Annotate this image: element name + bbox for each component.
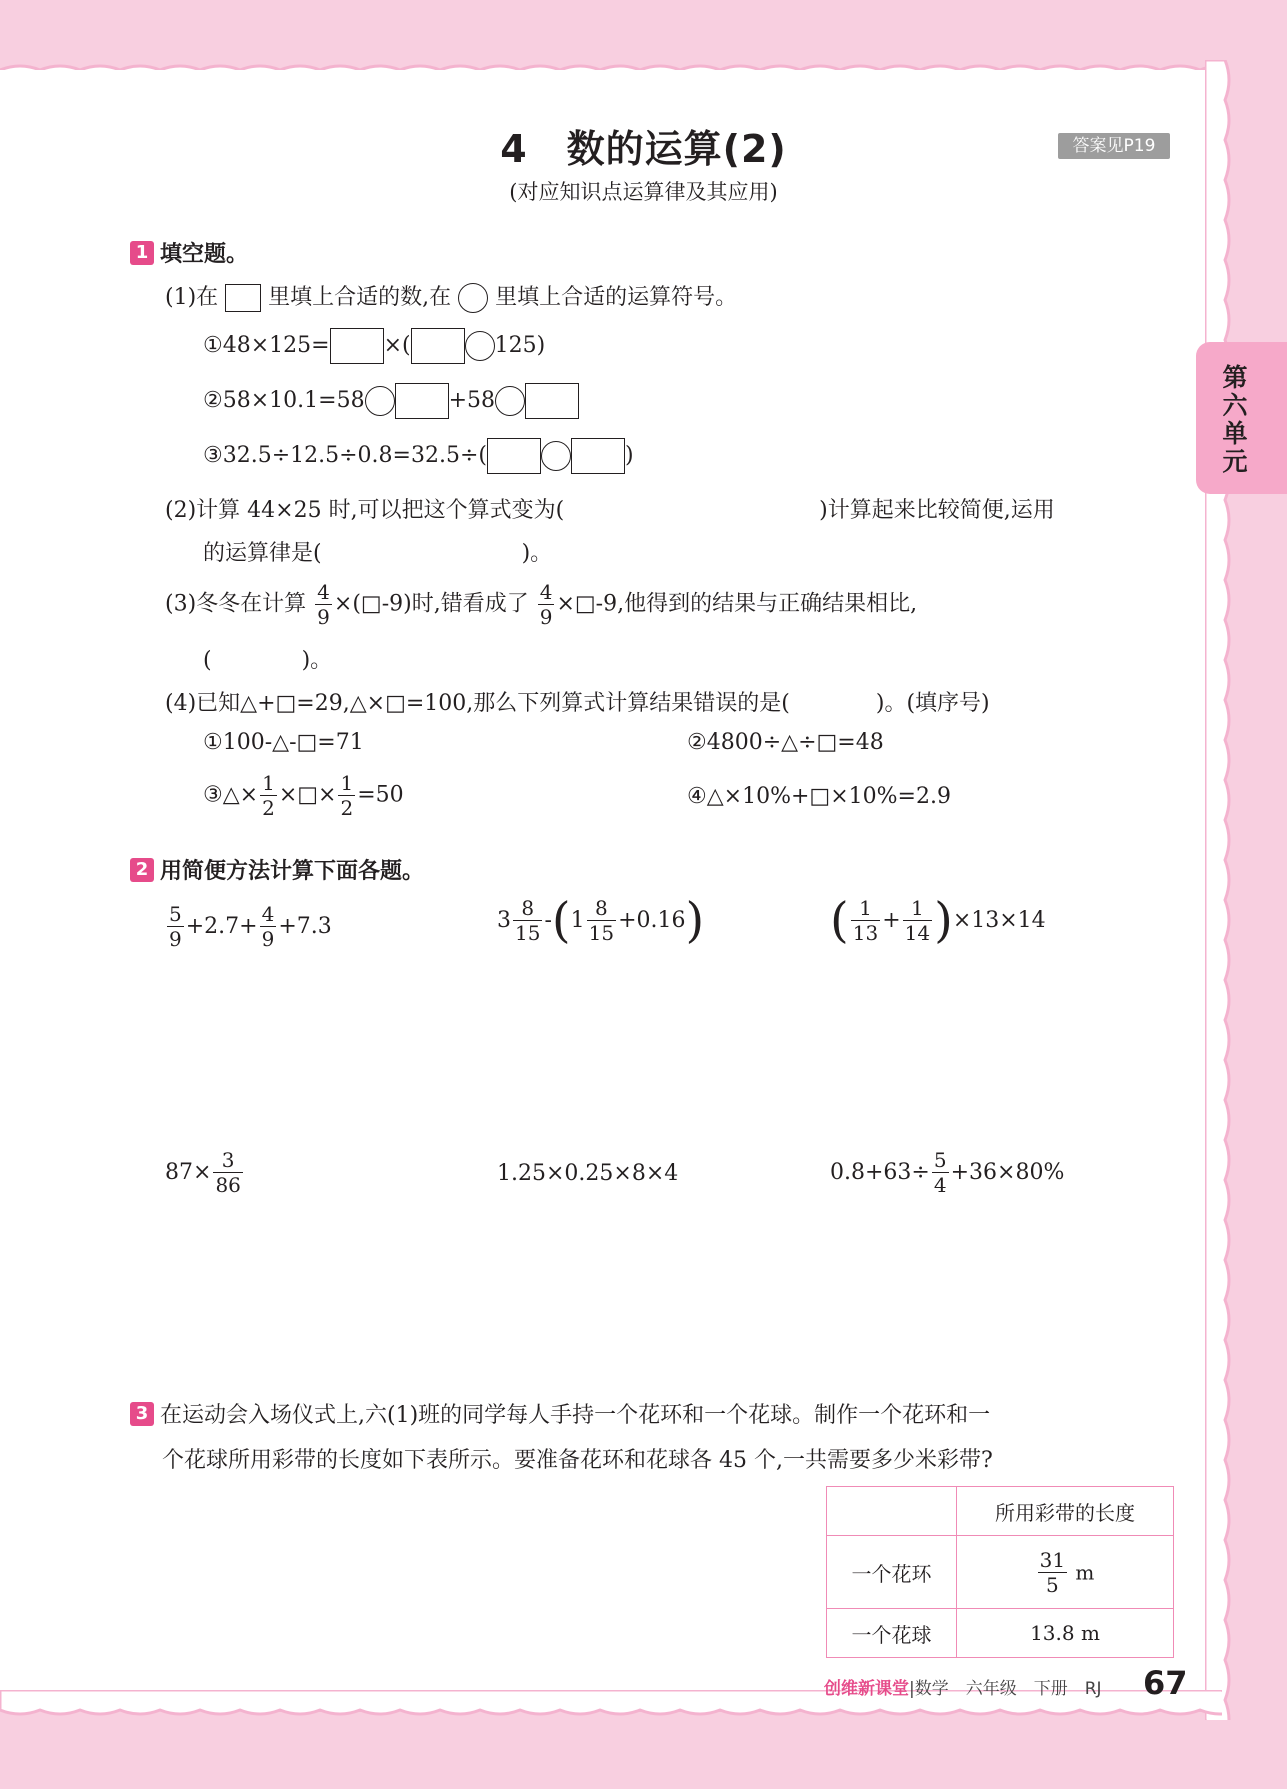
fraction-denominator: 9 — [539, 605, 553, 629]
unit-side-tab — [1196, 342, 1287, 494]
answer-box[interactable] — [395, 383, 449, 419]
mixed-whole: 1 — [570, 908, 585, 933]
fraction — [260, 902, 277, 951]
q4-option-1: ①100-△-□=71 — [203, 730, 364, 755]
q1-item-1-text-c: 125) — [494, 333, 546, 358]
fraction — [315, 580, 332, 629]
fraction-denominator: 4 — [933, 1173, 947, 1197]
q1-text-a: (1)在 — [165, 285, 219, 310]
q1-item-2 — [203, 383, 579, 419]
fraction-numerator: 31 — [1039, 1547, 1066, 1572]
fraction-numerator: 1 — [851, 896, 880, 921]
fraction-denominator: 14 — [904, 921, 931, 945]
footer-book-info: 数学 六年级 下册 RJ — [914, 1679, 1102, 1699]
expr-text: - — [544, 908, 552, 933]
answer-box[interactable] — [411, 328, 465, 364]
fraction — [338, 771, 355, 820]
fraction — [851, 896, 880, 945]
answer-box[interactable] — [525, 383, 579, 419]
q1-item-2-text-b: +58 — [448, 388, 495, 413]
fraction-numerator: 5 — [169, 902, 182, 926]
expr-text: +2.7+ — [185, 914, 258, 939]
q4-option-4: ④△×10%+□×10%=2.9 — [687, 784, 951, 809]
calc-expression-2 — [497, 892, 705, 949]
answer-box[interactable] — [330, 328, 384, 364]
q4-text-b: )。(填序号) — [875, 691, 990, 716]
fraction — [587, 896, 616, 945]
fraction-denominator: 86 — [215, 1173, 241, 1197]
table-header: 所用彩带的长度 — [957, 1487, 1174, 1536]
page-number: 67 — [1143, 1664, 1188, 1702]
table-row — [827, 1487, 1174, 1536]
fraction-numerator: 3 — [213, 1148, 242, 1173]
q1-item-2-text: ②58×10.1=58 — [203, 388, 365, 413]
page-subtitle: (对应知识点运算律及其应用) — [509, 180, 778, 204]
table-cell-value: 13.8 m — [957, 1609, 1174, 1658]
q4-option-3-text-b: ×□× — [278, 782, 337, 808]
answer-circle[interactable] — [541, 441, 571, 471]
q1-instruction — [165, 280, 737, 313]
left-paren: ( — [830, 892, 849, 949]
fraction — [260, 771, 277, 820]
answer-circle-sample — [458, 283, 488, 313]
table-row-label: 一个花环 — [827, 1536, 957, 1609]
q4-option-3-text-a: ③△× — [203, 782, 259, 808]
fraction — [167, 902, 184, 951]
q3-text-d: ( — [203, 648, 212, 673]
q1-item-3 — [203, 438, 634, 474]
left-paren: ( — [551, 892, 571, 949]
fraction-denominator: 2 — [340, 796, 354, 820]
q3-text-e: )。 — [301, 648, 333, 673]
q2-line-1 — [165, 493, 1055, 524]
fraction-numerator: 4 — [317, 580, 330, 604]
right-wave-border — [1205, 60, 1245, 1720]
q1-item-3-text-b: ) — [624, 443, 634, 468]
section-3-problem — [130, 1398, 990, 1429]
q1-text-b: 里填上合适的数,在 — [268, 285, 452, 310]
section-2-heading — [130, 854, 424, 885]
calc-expression-1 — [165, 902, 332, 951]
fraction-denominator: 5 — [1045, 1572, 1059, 1597]
fraction-numerator: 1 — [262, 771, 275, 795]
q2-text-d: )。 — [521, 541, 553, 566]
footer — [824, 1674, 1102, 1699]
q2-text-c: 的运算律是( — [203, 541, 322, 566]
table-cell-empty — [827, 1487, 957, 1536]
calc-expression-6 — [830, 1148, 1064, 1197]
q2-text-b: )计算起来比较简便,运用 — [819, 498, 1055, 523]
fraction — [538, 580, 555, 629]
answer-box[interactable] — [571, 438, 625, 474]
section-number-badge: 1 — [130, 241, 154, 265]
expr-text: 0.8+63÷ — [830, 1160, 930, 1185]
right-paren: ) — [685, 892, 705, 949]
q1-text-c: 里填上合适的运算符号。 — [495, 285, 738, 310]
fraction-denominator: 15 — [515, 921, 541, 945]
fraction — [903, 896, 932, 945]
q3-text-b: ×(□-9)时,错看成了 — [333, 591, 529, 617]
q1-item-1 — [203, 328, 545, 364]
section-number-badge: 2 — [130, 858, 154, 882]
expr-text: 87× — [165, 1160, 212, 1185]
unit-label: m — [1075, 1560, 1095, 1584]
section-title: 填空题。 — [160, 242, 249, 267]
calc-expression-4 — [165, 1148, 245, 1197]
answer-circle[interactable] — [365, 386, 395, 416]
section-title: 用简便方法计算下面各题。 — [160, 859, 425, 884]
table-row — [827, 1536, 1174, 1609]
expr-text: +7.3 — [278, 914, 332, 939]
q3-line-1 — [165, 580, 917, 629]
q1-item-3-text: ③32.5÷12.5÷0.8=32.5÷( — [203, 443, 487, 468]
answer-circle[interactable] — [465, 331, 495, 361]
q4-text-a: (4)已知△+□=29,△×□=100,那么下列算式计算结果错误的是( — [165, 691, 790, 716]
problem-line-1: 在运动会入场仪式上,六(1)班的同学每人手持一个花环和一个花球。制作一个花环和一 — [160, 1403, 991, 1428]
unit-tab-label: 第六单元 — [1222, 363, 1248, 476]
fraction-denominator: 15 — [588, 921, 615, 945]
table-cell-value — [957, 1536, 1174, 1609]
right-paren: ) — [934, 892, 953, 949]
q1-item-1-text: ①48×125= — [203, 333, 330, 358]
fraction-denominator: 9 — [317, 605, 330, 629]
q3-line-2 — [203, 643, 332, 674]
q2-text-a: (2)计算 44×25 时,可以把这个算式变为( — [165, 498, 565, 523]
problem-line-2: 个花球所用彩带的长度如下表所示。要准备花环和花球各 45 个,一共需要多少米彩带? — [162, 1448, 993, 1473]
fraction-numerator: 5 — [933, 1148, 947, 1172]
expr-text: + — [882, 908, 901, 933]
fraction-numerator: 8 — [587, 896, 616, 921]
q2-line-2 — [203, 536, 552, 567]
fraction-denominator: 2 — [262, 796, 275, 820]
answer-reference-badge: 答案见P19 — [1058, 133, 1170, 159]
q3-text-a: (3)冬冬在计算 — [165, 591, 307, 617]
answer-box[interactable] — [487, 438, 541, 474]
fraction-numerator: 1 — [903, 896, 932, 921]
section-number-badge: 3 — [130, 1402, 154, 1426]
footer-separator: | — [909, 1679, 915, 1699]
mixed-whole: 3 — [497, 908, 511, 933]
expr-text: +36×80% — [950, 1160, 1065, 1185]
q4-option-3 — [203, 771, 404, 820]
page-title: 4 数的运算(2) — [500, 127, 787, 171]
fraction — [213, 1148, 242, 1197]
fraction-denominator: 13 — [852, 921, 879, 945]
expr-text: ×13×14 — [952, 908, 1046, 933]
section-1-heading — [130, 237, 248, 268]
answer-box-sample — [225, 284, 261, 312]
calc-expression-3 — [830, 892, 1046, 949]
table-row — [827, 1609, 1174, 1658]
expr-text: +0.16 — [618, 908, 686, 933]
q1-item-1-text-b: ×( — [383, 333, 411, 358]
fraction-numerator: 4 — [539, 580, 553, 604]
q4-line-1 — [165, 686, 990, 717]
fraction-numerator: 4 — [261, 902, 275, 926]
fraction — [1038, 1548, 1067, 1597]
fraction-denominator: 9 — [261, 927, 275, 951]
answer-circle[interactable] — [495, 386, 525, 416]
fraction-numerator: 1 — [340, 771, 354, 795]
q4-option-2: ②4800÷△÷□=48 — [687, 730, 884, 755]
calc-expression-5: 1.25×0.25×8×4 — [497, 1161, 679, 1186]
table-row-label: 一个花球 — [827, 1609, 957, 1658]
q3-text-c: ×□-9,他得到的结果与正确结果相比, — [556, 591, 918, 617]
ribbon-length-table — [826, 1486, 1174, 1658]
fraction — [932, 1148, 949, 1197]
footer-brand: 创维新课堂 — [824, 1679, 909, 1699]
fraction-denominator: 9 — [169, 927, 182, 951]
fraction — [513, 896, 542, 945]
fraction-numerator: 8 — [513, 896, 542, 921]
q4-option-3-text-c: =50 — [357, 782, 404, 808]
